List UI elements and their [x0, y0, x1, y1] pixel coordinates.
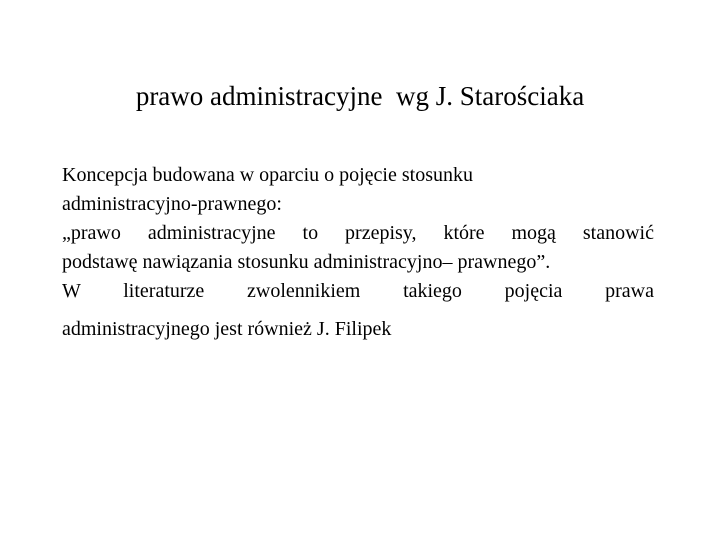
- body-line-5: W literaturze zwolennikiem takiego pojęcia prawa: [62, 280, 654, 302]
- slide-title: prawo administracyjne wg J. Starościaka: [135, 81, 585, 111]
- body-line-4: podstawę nawiązania stosunku administracyjno– prawnego”.: [62, 251, 551, 273]
- slide-body: [62, 161, 654, 344]
- body-line-2: administracyjno-prawnego:: [62, 193, 282, 215]
- line-spacer: [62, 306, 654, 315]
- body-line-3: „prawo administracyjne to przepisy, które mogą stanowić: [62, 222, 654, 244]
- body-line-1: Koncepcja budowana w oparciu o pojęcie stosunku: [62, 164, 473, 186]
- body-line-6: administracyjnego jest również J. Filipek: [62, 318, 392, 340]
